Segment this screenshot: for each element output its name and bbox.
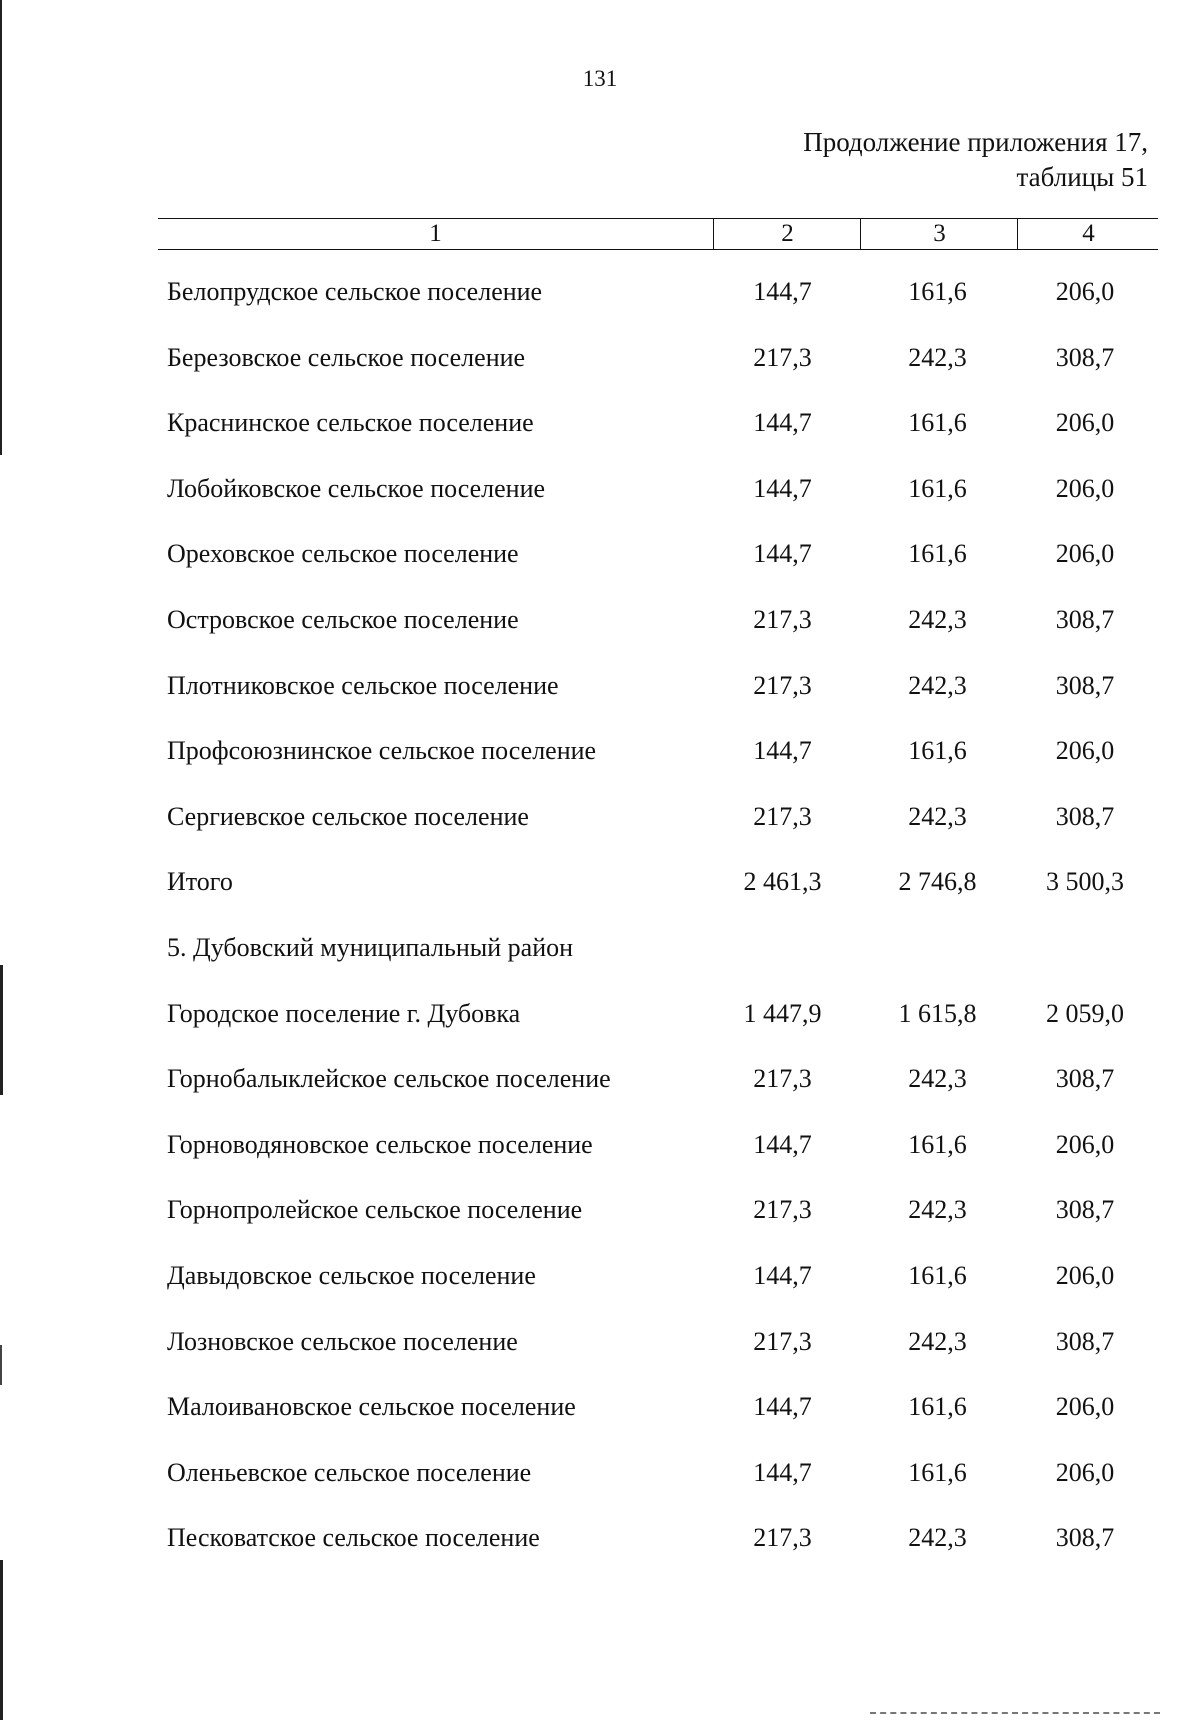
row-value-col-3: 161,6 (908, 277, 967, 306)
row-value-col-3: 242,3 (908, 801, 967, 831)
row-name: Лозновское сельское поселение (167, 1326, 518, 1356)
row-value-col-3: 242,3 (908, 1064, 967, 1094)
row-value-col-3: 242,3 (908, 1326, 967, 1356)
row-value-col-2: 217,3 (753, 1064, 812, 1094)
row-value-col-3: 242,3 (908, 604, 967, 634)
table-row (0, 605, 1200, 671)
row-value-col-3: 242,3 (908, 1195, 967, 1225)
row-value-col-3: 242,3 (908, 342, 967, 372)
row-value-col-4: 308,7 (1055, 1523, 1115, 1553)
row-value-col-3: 161,6 (908, 1392, 967, 1422)
row-value-col-2: 217,3 (753, 801, 812, 831)
row-name: Песковатское сельское поселение (167, 1523, 540, 1553)
row-value-col-4: 308,7 (1055, 1195, 1115, 1225)
table-row (0, 1327, 1200, 1393)
header-col-3: 3 (860, 219, 1018, 249)
table-row (0, 408, 1200, 474)
row-value-col-4: 206,0 (1055, 1129, 1115, 1159)
row-value-col-3: 161,6 (908, 1457, 967, 1487)
row-value-col-4: 206,0 (1055, 539, 1115, 569)
row-value-col-3: 242,3 (908, 1523, 967, 1553)
row-value-col-4: 308,7 (1055, 801, 1115, 831)
table-row (0, 474, 1200, 540)
row-value-col-4: 3 500,3 (1046, 867, 1124, 897)
row-name: Белопрудское сельское поселение (167, 277, 543, 306)
row-value-col-3: 1 615,8 (898, 998, 977, 1028)
row-value-col-2: 144,7 (753, 736, 812, 766)
row-value-col-2: 217,3 (753, 342, 812, 372)
row-value-col-4: 206,0 (1055, 1457, 1115, 1487)
header-col-2: 2 (713, 219, 861, 249)
row-name: Плотниковское сельское поселение (167, 670, 559, 700)
row-value-col-4: 206,0 (1055, 736, 1115, 766)
row-name: Городское поселение г. Дубовка (167, 998, 521, 1028)
table-row (0, 277, 1200, 343)
row-value-col-2: 217,3 (753, 1523, 812, 1553)
row-name: 5. Дубовский муниципальный район (167, 932, 574, 962)
row-name: Ореховское сельское поселение (167, 539, 519, 569)
row-value-col-4: 206,0 (1055, 277, 1115, 306)
row-value-col-2: 144,7 (753, 539, 812, 569)
row-value-col-2: 217,3 (753, 1195, 812, 1225)
row-value-col-4: 206,0 (1055, 1392, 1115, 1422)
table-header (158, 218, 1158, 250)
row-name: Горноводяновское сельское поселение (167, 1129, 593, 1159)
row-value-col-2: 144,7 (753, 408, 812, 438)
row-value-col-3: 161,6 (908, 539, 967, 569)
table-row (0, 1392, 1200, 1458)
row-value-col-3: 161,6 (908, 473, 967, 503)
row-value-col-2: 1 447,9 (743, 998, 822, 1028)
table-body (0, 277, 1200, 1589)
page-number: 131 (582, 66, 618, 91)
row-value-col-4: 308,7 (1055, 670, 1115, 700)
row-value-col-3: 161,6 (908, 736, 967, 766)
row-value-col-3: 2 746,8 (898, 867, 977, 897)
header-col-4: 4 (1017, 219, 1159, 249)
row-name: Давыдовское сельское поселение (167, 1260, 536, 1290)
caption-line-1: Продолжение приложения 17, (803, 127, 1148, 157)
row-value-col-3: 242,3 (908, 670, 967, 700)
table-row (0, 999, 1200, 1065)
table-row (0, 802, 1200, 868)
table-row (0, 736, 1200, 802)
row-value-col-2: 217,3 (753, 604, 812, 634)
caption-line-2: таблицы 51 (1016, 162, 1148, 192)
row-value-col-2: 144,7 (753, 1260, 812, 1290)
row-name: Островское сельское поселение (167, 604, 519, 634)
row-value-col-2: 144,7 (753, 473, 812, 503)
table-row (0, 867, 1200, 933)
row-value-col-2: 144,7 (753, 1392, 812, 1422)
row-value-col-4: 308,7 (1055, 604, 1115, 634)
table-row (0, 933, 1200, 999)
row-name: Горнобалыклейское сельское поселение (167, 1064, 611, 1094)
table-row (0, 1064, 1200, 1130)
row-value-col-2: 217,3 (753, 1326, 812, 1356)
row-value-col-3: 161,6 (908, 1260, 967, 1290)
table-row (0, 1458, 1200, 1524)
row-value-col-2: 217,3 (753, 670, 812, 700)
row-name: Лобойковское сельское поселение (167, 473, 546, 503)
row-value-col-2: 144,7 (753, 1457, 812, 1487)
row-value-col-3: 161,6 (908, 1129, 967, 1159)
table-row (0, 539, 1200, 605)
row-value-col-2: 2 461,3 (743, 867, 822, 897)
table-row (0, 1523, 1200, 1589)
row-value-col-4: 206,0 (1055, 408, 1115, 438)
row-value-col-4: 308,7 (1055, 1064, 1115, 1094)
row-name: Сергиевское сельское поселение (167, 801, 529, 831)
row-name: Оленьевское сельское поселение (167, 1457, 532, 1487)
row-name: Итого (167, 867, 233, 897)
row-name: Малоивановское сельское поселение (167, 1392, 576, 1422)
row-value-col-2: 144,7 (753, 277, 812, 306)
row-value-col-4: 308,7 (1055, 342, 1115, 372)
table-row (0, 1261, 1200, 1327)
row-name: Горнопролейское сельское поселение (167, 1195, 583, 1225)
row-name: Краснинское сельское поселение (167, 408, 534, 438)
table-row (0, 671, 1200, 737)
row-name: Профсоюзнинское сельское поселение (167, 736, 597, 766)
table-row (0, 1130, 1200, 1196)
row-value-col-4: 206,0 (1055, 1260, 1115, 1290)
scan-artifact-line (870, 1712, 1160, 1716)
row-name: Березовское сельское поселение (167, 342, 526, 372)
table-row (0, 1195, 1200, 1261)
row-value-col-4: 2 059,0 (1046, 998, 1124, 1028)
header-col-1: 1 (429, 220, 442, 247)
table-caption (803, 125, 1148, 195)
row-value-col-4: 206,0 (1055, 473, 1115, 503)
row-value-col-2: 144,7 (753, 1129, 812, 1159)
row-value-col-3: 161,6 (908, 408, 967, 438)
table-row (0, 343, 1200, 409)
row-value-col-4: 308,7 (1055, 1326, 1115, 1356)
